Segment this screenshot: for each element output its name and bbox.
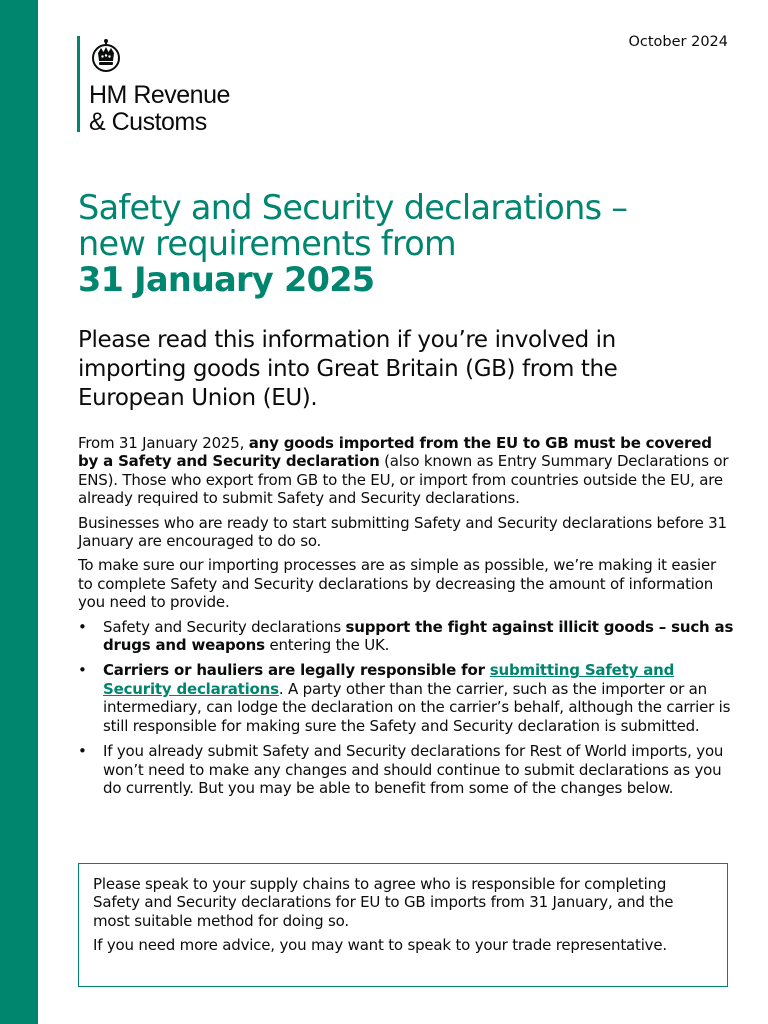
bullet-1-emphasis: support the fight against illicit goods – such as drugs and weapons: [103, 617, 734, 655]
page-title: [78, 190, 738, 298]
bullet-1-lead: Safety and Security declarations: [103, 617, 346, 636]
intro-heading: Please read this information if you’re involved in importing goods into Great Britain (GB) from the European Union (EU).: [78, 327, 618, 411]
brand-side-bar: [0, 0, 38, 1024]
organisation-name: [89, 82, 230, 136]
paragraph-1: [78, 434, 734, 508]
callout-paragraph-1: Please speak to your supply chains to agree who is responsible for completing Safety and Security declarations for EU to GB imports from 31 January, and the most suitable method for doing so.: [93, 875, 674, 930]
org-name-line-2: & Customs: [89, 108, 207, 136]
logo-rule: [77, 36, 80, 132]
bullet-item-1: [78, 618, 734, 655]
paragraph-3: To make sure our importing processes are as simple as possible, we’re making it easier to complete Safety and Security declarations by decreasing the amount of information you need to provide.: [78, 556, 717, 612]
advice-callout-box: [78, 863, 728, 987]
bullet-2-emphasis: Carriers or hauliers are legally responsible for: [103, 661, 490, 680]
bullet-2-rest: . A party other than the carrier, such as the importer or an intermediary, can lodge the declaration on the carrier’s behalf, although the carrier is still responsible for making sure the Safety and Security declaration is submitted.: [103, 679, 731, 735]
title-line-2: new requirements from: [78, 224, 456, 263]
publication-date: October 2024: [628, 34, 728, 50]
body-copy: [78, 434, 734, 804]
callout-paragraph-2: If you need more advice, you may want to speak to your trade representative.: [93, 936, 667, 955]
bullet-item-2: [78, 661, 734, 735]
submitting-declarations-link[interactable]: submitting Safety and Security declarations: [103, 661, 675, 698]
title-date: 31 January 2025: [78, 260, 375, 299]
royal-crest-icon: [90, 38, 122, 74]
paragraph-1-lead: From 31 January 2025,: [78, 434, 249, 452]
paragraph-1-rest: (also known as Entry Summary Declarations or ENS). Those who export from GB to the EU, or import from countries outside the EU, are already required to submit Safety and Security declarations.: [78, 452, 729, 508]
paragraph-2: Businesses who are ready to start submitting Safety and Security declarations before 31 January are encouraged to do so.: [78, 513, 727, 551]
paragraph-1-emphasis: any goods imported from the EU to GB must be covered by a Safety and Security declaration: [78, 434, 712, 471]
title-line-1: Safety and Security declarations –: [78, 188, 628, 227]
org-name-line-1: HM Revenue: [89, 81, 230, 109]
bullet-list: [78, 618, 734, 798]
bullet-1-rest: entering the UK.: [264, 636, 390, 655]
bullet-item-3: • If you already submit Safety and Security declarations for Rest of World imports, you won’t need to make any changes and should continue to submit declarations as you do currently. But you may be able to benefit from some of the changes below.: [78, 742, 734, 797]
